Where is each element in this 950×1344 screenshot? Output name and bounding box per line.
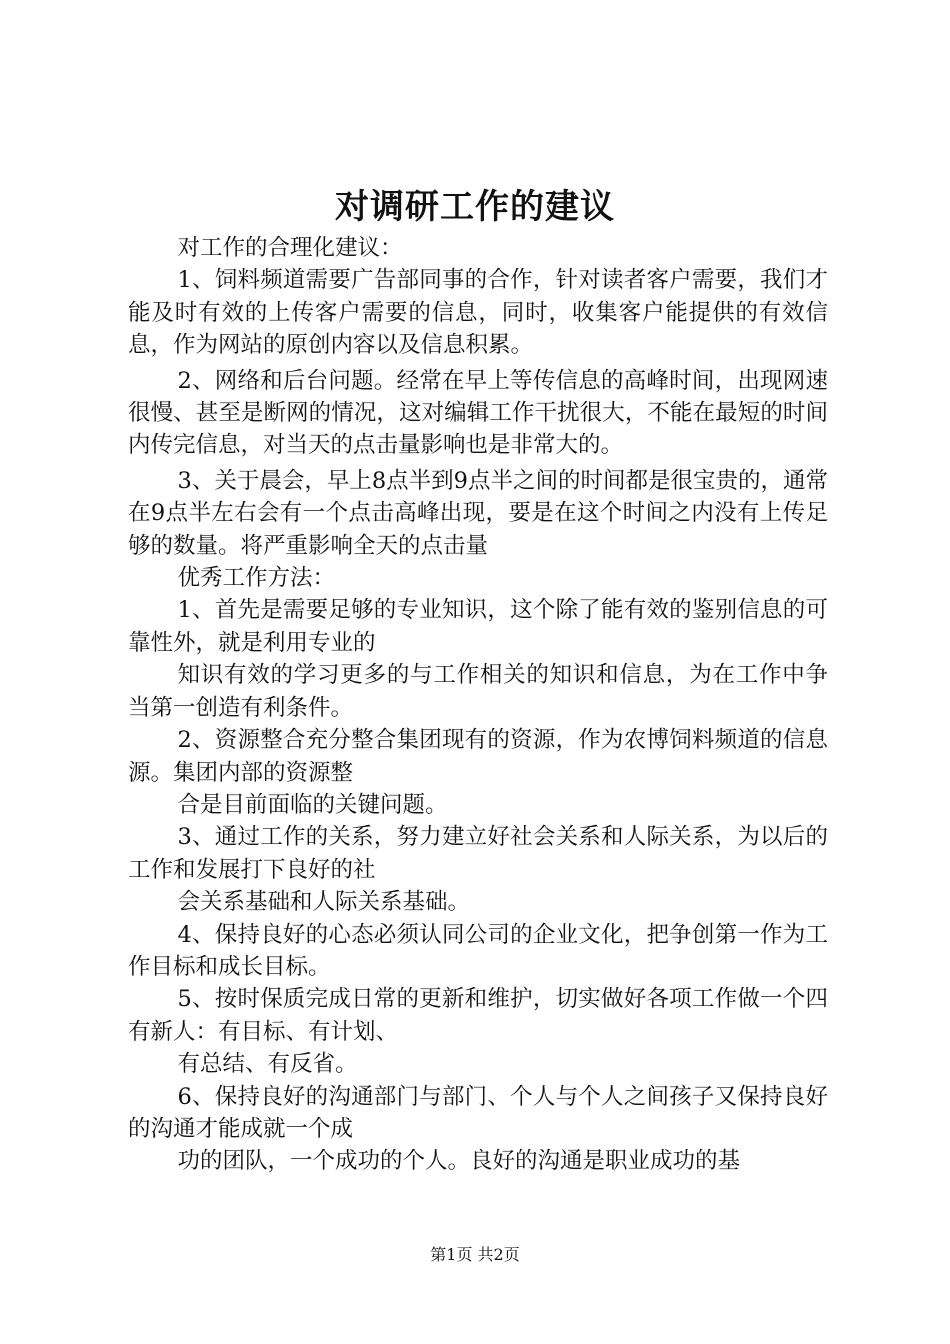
paragraph-methods-heading: 优秀工作方法： xyxy=(177,565,336,592)
paragraph-method-5-cont: 有总结、有反省。 xyxy=(177,1051,358,1078)
paragraph-intro: 对工作的合理化建议： xyxy=(177,235,403,261)
paragraph-method-6-cont: 功的团队，一个成功的个人。良好的沟通是职业成功的基 xyxy=(177,1148,741,1175)
paragraph-method-3: 3、通过工作的关系，努力建立好社会关系和人际关系，为以后的工作和发展打下良好的社 xyxy=(128,824,828,883)
paragraph-method-1: 1、首先是需要足够的专业知识，这个除了能有效的鉴别信息的可靠性外，就是利用专业的 xyxy=(128,597,828,656)
paragraph-method-2: 2、资源整合充分整合集团现有的资源，作为农博饲料频道的信息源。集团内部的资源整 xyxy=(128,727,828,786)
paragraph-method-1-cont: 知识有效的学习更多的与工作相关的知识和信息，为在工作中争当第一创造有利条件。 xyxy=(128,662,828,721)
paragraph-method-2-cont: 合是目前面临的关键问题。 xyxy=(177,791,448,818)
paragraph-suggestion-1: 1、饲料频道需要广告部同事的合作，针对读者客户需要，我们才能及时有效的上传客户需要的信息，同时，收集客户能提供的有效信息，作为网站的原创内容以及信息积累。 xyxy=(128,267,828,359)
document-body xyxy=(128,232,828,1178)
paragraph-method-4: 4、保持良好的心态必须认同公司的企业文化，把争创第一作为工作目标和成长目标。 xyxy=(128,921,828,980)
paragraph-method-3-cont: 会关系基础和人际关系基础。 xyxy=(177,889,471,916)
paragraph-suggestion-2: 2、网络和后台问题。经常在早上等传信息的高峰时间，出现网速很慢、甚至是断网的情况，这对编辑工作干扰很大，不能在最短的时间内传完信息，对当天的点击量影响也是非常大的。 xyxy=(128,367,828,459)
paragraph-method-6: 6、保持良好的沟通部门与部门、个人与个人之间孩子又保持良好的沟通才能成就一个成 xyxy=(128,1083,828,1142)
page-footer xyxy=(0,1244,950,1266)
page-number: 第1页 共2页 xyxy=(430,1245,520,1264)
paragraph-suggestion-3: 3、关于晨会，早上8点半到9点半之间的时间都是很宝贵的，通常在9点半左右会有一个点击高峰出现，要是在这个时间之内没有上传足够的数量。将严重影响全天的点击量 xyxy=(128,467,828,559)
paragraph-method-5: 5、按时保质完成日常的更新和维护，切实做好各项工作做一个四有新人：有目标、有计划、 xyxy=(128,986,828,1045)
document-title: 对调研工作的建议 xyxy=(335,187,615,227)
